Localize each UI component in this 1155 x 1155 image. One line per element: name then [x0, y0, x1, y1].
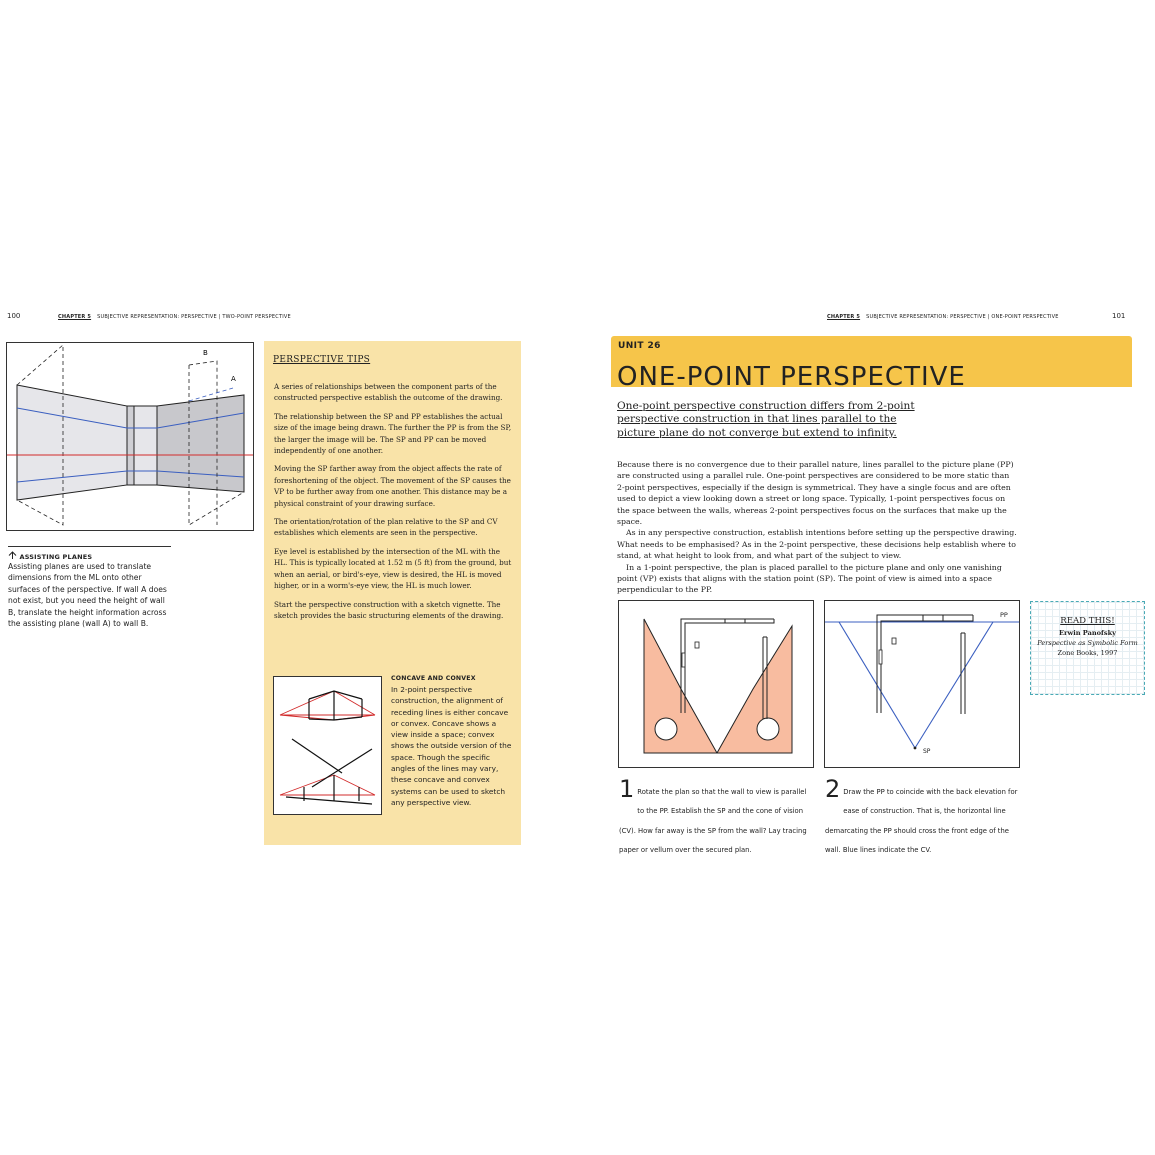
arrow-up-icon	[8, 551, 17, 560]
concave-heading: CONCAVE AND CONVEX	[391, 675, 476, 682]
assisting-planes-caption	[8, 546, 171, 629]
two-point-perspective-diagram	[7, 343, 253, 530]
read-this-publisher: Zone Books, 1997	[1057, 649, 1118, 657]
left-running-header	[58, 314, 291, 320]
sp-label: SP	[923, 748, 931, 755]
right-running-header	[827, 314, 1059, 320]
step-1-text: Rotate the plan so that the wall to view is parallel to the PP. Establish the SP and the cone of vision (CV). How far away is the SP from the wall? Lay tracing paper or vellum over the secured plan.	[619, 788, 807, 854]
two-point-perspective-figure	[6, 342, 254, 531]
concave-convex-note	[391, 675, 515, 808]
left-page-number: 100	[7, 312, 21, 320]
tips-paragraph: A series of relationships between the component parts of the constructed perspective establish the outcome of the drawing.	[274, 382, 503, 403]
right-running-title: SUBJECTIVE REPRESENTATION: PERSPECTIVE | ONE-POINT PERSPECTIVE	[866, 314, 1059, 320]
tips-heading: PERSPECTIVE TIPS	[273, 355, 371, 365]
read-this-heading: READ THIS!	[1060, 616, 1115, 626]
page-title: ONE-POINT PERSPECTIVE	[617, 362, 966, 392]
step-2-figure	[824, 600, 1020, 768]
wall-a-label: A	[231, 375, 236, 383]
read-this-box	[1030, 601, 1145, 695]
tips-paragraph: Eye level is established by the intersection of the ML with the HL. This is typically located at 1.52 m (5 ft) from the ground, but when an aerial, or bird's-eye, view is desired, the HL is moved higher, or in a worm's-eye view, the HL is much lower.	[274, 546, 512, 591]
read-this-book: Perspective as Symbolic Form	[1037, 639, 1138, 647]
caption-text: Assisting planes are used to translate dimensions from the ML onto other surfaces of the perspective. If wall A does not exist, but you need the height of wall B, translate the height information across the assisting plane (wall A) to wall B.	[8, 562, 167, 629]
left-running-title: SUBJECTIVE REPRESENTATION: PERSPECTIVE | TWO-POINT PERSPECTIVE	[97, 314, 291, 320]
tips-body	[274, 381, 514, 628]
left-chapter-label: CHAPTER 5	[58, 314, 92, 320]
step-2-number: 2	[825, 775, 841, 803]
step-1-figure	[618, 600, 814, 768]
body-paragraph: In a 1-point perspective, the plan is placed parallel to the picture plane and only one vanishing point (VP) exists that aligns with the station point (SP). The point of view is aimed into a space perpendicular to the PP.	[617, 562, 1002, 595]
step-2-plan-diagram	[825, 601, 1019, 767]
tips-paragraph: Moving the SP farther away from the object affects the rate of foreshortening of the object. The movement of the SP causes the VP to be further away from one another. This distance may be a physical constraint of your drawing surface.	[274, 464, 511, 508]
right-page-number: 101	[1112, 312, 1126, 320]
caption-heading: ASSISTING PLANES	[19, 553, 93, 561]
step-2-caption	[825, 775, 1019, 856]
body-text	[617, 459, 1017, 596]
step-1-caption	[619, 775, 813, 856]
step-1-number: 1	[619, 775, 635, 803]
pp-label: PP	[1000, 611, 1008, 619]
unit-label: UNIT 26	[618, 341, 661, 351]
step-1-plan-diagram	[619, 601, 813, 767]
step-2-text: Draw the PP to coincide with the back elevation for ease of construction. That is, the horizontal line demarcating the PP should cross the front edge of the wall. Blue lines indicate the CV.	[825, 788, 1018, 854]
wall-b-label: B	[203, 349, 208, 357]
concave-convex-sketch	[273, 676, 382, 815]
tips-paragraph: Start the perspective construction with a sketch vignette. The sketch provides the basic structuring elements of the drawing.	[274, 599, 504, 620]
body-paragraph: As in any perspective construction, establish intentions before setting up the perspective drawing. What needs to be emphasised? As in the 2-point perspective, these decisions help establish where to stand, at what height to look from, and what part of the subject to view.	[617, 528, 1017, 561]
perspective-tips-panel	[264, 341, 521, 845]
concave-convex-diagram	[274, 677, 381, 814]
tips-paragraph: The relationship between the SP and PP establishes the actual size of the image being drawn. The further the PP is from the SP, the larger the image will be. The SP and PP can be moved independently of one another.	[274, 411, 512, 456]
read-this-author: Erwin Panofsky	[1059, 629, 1116, 637]
body-paragraph: Because there is no convergence due to their parallel nature, lines parallel to the picture plane (PP) are constructed using a parallel rule. One-point perspectives are considered to be more static than 2-point perspectives, especially if the design is symmetrical. They have a single focus and are often used to depict a view looking down a street or long space. Typically, 1-point perspectives focus on the space between the walls, whereas 2-point perspectives focus on the surfaces that make up the space.	[617, 460, 1014, 527]
tips-paragraph: The orientation/rotation of the plan relative to the SP and CV establishes which elements are seen in the perspective.	[274, 517, 498, 538]
right-chapter-label: CHAPTER 5	[827, 314, 861, 320]
lead-paragraph: One-point perspective construction differs from 2-point perspective construction in that lines parallel to the picture plane do not converge but extend to infinity.	[617, 400, 915, 439]
concave-text: In 2-point perspective construction, the alignment of receding lines is either concave or convex. Concave shows a view inside a space; convex shows the outside version of the space. Though the specific angles of the lines may vary, these concave and convex systems can be used to sketch any perspective view.	[391, 685, 512, 807]
